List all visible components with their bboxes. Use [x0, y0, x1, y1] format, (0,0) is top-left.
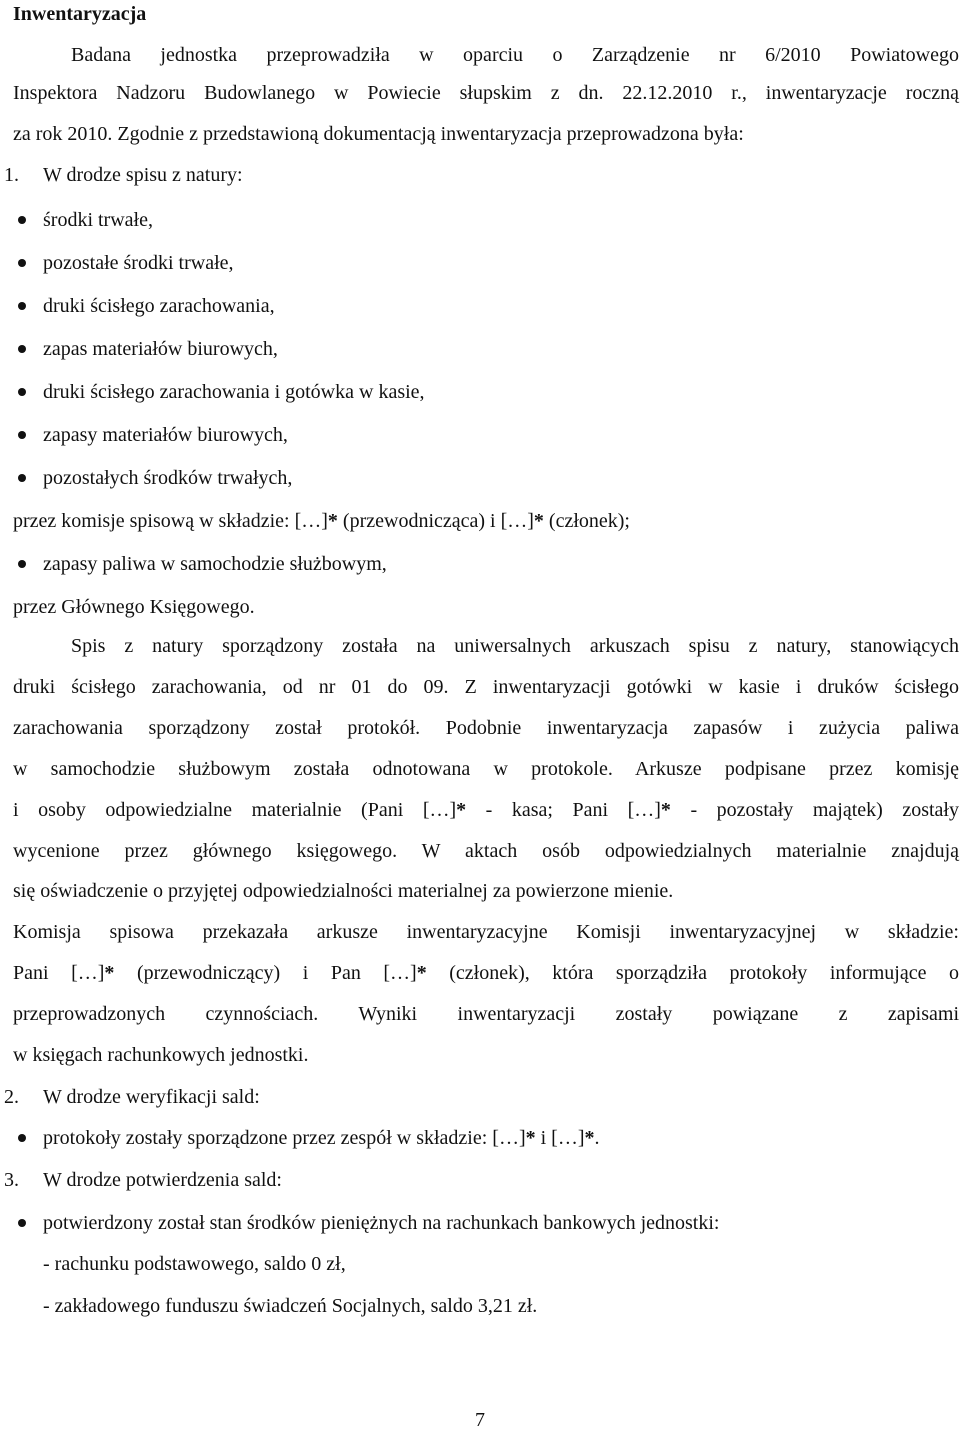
paragraph-line: zarachowania sporządzony został protokół. Podobnie inwentaryzacja zapasów i zużycia paliwa — [13, 717, 959, 739]
section-3-number: 3. — [4, 1169, 19, 1191]
intro-line-3: za rok 2010. Zgodnie z przedstawioną dokumentacją inwentaryzacja przeprowadzona była: — [13, 123, 744, 145]
bullet-icon — [18, 431, 26, 439]
list-item: potwierdzony został stan środków pieniężnych na rachunkach bankowych jednostki: — [43, 1212, 720, 1234]
footnote-star: * — [104, 962, 115, 984]
section-3-title: W drodze potwierdzenia sald: — [43, 1169, 282, 1191]
section-2-number: 2. — [4, 1086, 19, 1108]
list-item: druki ścisłego zarachowania, — [43, 295, 275, 317]
paragraph-line — [13, 796, 959, 824]
list-item: druki ścisłego zarachowania i gotówka w kasie, — [43, 381, 425, 403]
text-part: (przewodniczący) i Pan […] — [114, 962, 417, 984]
text-part: protokoły zostały sporządzone przez zespół w składzie: […] — [43, 1127, 526, 1149]
text-part: i osoby odpowiedzialne materialnie (Pani […] — [13, 799, 457, 821]
bullet-icon — [18, 216, 26, 224]
committee-text-c: (członek); — [543, 510, 630, 532]
section-2-title: W drodze weryfikacji sald: — [43, 1086, 260, 1108]
paragraph-line: przeprowadzonych czynnościach. Wyniki inwentaryzacji zostały powiązane z zapisami — [13, 1003, 959, 1025]
paragraph-line: w księgach rachunkowych jednostki. — [13, 1044, 309, 1066]
paragraph-line: Spis z natury sporządzony została na uniwersalnych arkuszach spisu z natury, stanowiących — [71, 635, 959, 657]
list-item: zapas materiałów biurowych, — [43, 338, 278, 360]
bullet-icon — [18, 1219, 26, 1227]
paragraph-line: w samochodzie służbowym została odnotowana w protokole. Arkusze podpisane przez komisję — [13, 758, 959, 780]
footnote-star: * — [584, 1127, 595, 1149]
list-item: środki trwałe, — [43, 209, 153, 231]
footnote-star: * — [533, 510, 544, 532]
section-heading: Inwentaryzacja — [13, 3, 147, 25]
text-part: - kasa; Pani […] — [466, 799, 661, 821]
committee-text-b: (przewodnicząca) i […] — [337, 510, 534, 532]
list-item — [43, 1124, 923, 1152]
list-item: pozostałych środków trwałych, — [43, 467, 293, 489]
footnote-star: * — [327, 510, 338, 532]
footnote-star: * — [660, 799, 671, 821]
text-part: i […] — [535, 1127, 585, 1149]
intro-line-1: Badana jednostka przeprowadziła w oparciu o Zarządzenie nr 6/2010 Powiatowego — [71, 44, 959, 66]
bullet-icon — [18, 302, 26, 310]
committee-text-a: przez komisje spisową w składzie: […] — [13, 510, 328, 532]
footnote-star: * — [456, 799, 467, 821]
text-part: - pozostały majątek) zostały — [670, 799, 959, 821]
page-number: 7 — [475, 1409, 485, 1431]
bullet-icon — [18, 474, 26, 482]
paragraph-line: się oświadczenie o przyjętej odpowiedzialności materialnej za powierzone mienie. — [13, 880, 674, 902]
account-item: - zakładowego funduszu świadczeń Socjalnych, saldo 3,21 zł. — [43, 1295, 538, 1317]
list-item: zapasy paliwa w samochodzie służbowym, — [43, 553, 387, 575]
footnote-star: * — [416, 962, 427, 984]
section-1-number: 1. — [4, 164, 19, 186]
paragraph-line: Komisja spisowa przekazała arkusze inwentaryzacyjne Komisji inwentaryzacyjnej w składzie: — [13, 921, 959, 943]
paragraph-line — [13, 959, 959, 987]
committee-line — [13, 507, 959, 535]
list-item: zapasy materiałów biurowych, — [43, 424, 288, 446]
paragraph-line: druki ścisłego zarachowania, od nr 01 do 09. Z inwentaryzacji gotówki w kasie i druków ścisłego — [13, 676, 959, 698]
section-1-title: W drodze spisu z natury: — [43, 164, 243, 186]
bullet-icon — [18, 388, 26, 396]
bullet-icon — [18, 259, 26, 267]
account-item: - rachunku podstawowego, saldo 0 zł, — [43, 1253, 346, 1275]
footnote-star: * — [525, 1127, 536, 1149]
list-item: pozostałe środki trwałe, — [43, 252, 234, 274]
text-part: Pani […] — [13, 962, 105, 984]
paragraph-line: wycenione przez głównego księgowego. W aktach osób odpowiedzialnych materialnie znajdują — [13, 840, 959, 862]
bullet-icon — [18, 560, 26, 568]
text-part: . — [594, 1127, 600, 1149]
text-part: (członek), która sporządziła protokoły informujące o — [426, 962, 959, 984]
bullet-icon — [18, 1134, 26, 1142]
intro-line-2: Inspektora Nadzoru Budowlanego w Powiecie słupskim z dn. 22.12.2010 r., inwentaryzacje roczną — [13, 82, 959, 104]
fuel-by-line: przez Głównego Księgowego. — [13, 596, 255, 618]
bullet-icon — [18, 345, 26, 353]
